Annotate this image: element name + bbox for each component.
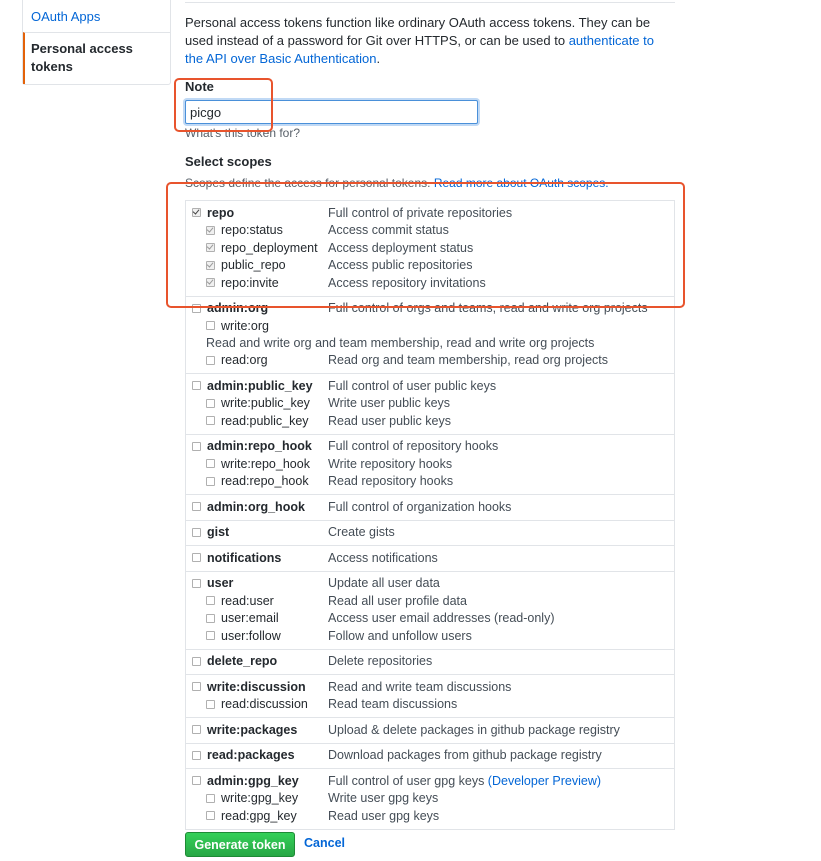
scope-description [328,474,453,488]
scope-name[interactable] [192,353,328,367]
scope-checkbox[interactable] [206,477,215,486]
scope-description [328,353,608,367]
scope-name[interactable] [192,611,328,625]
scope-label: read:repo_hook [221,474,309,489]
scope-group-write-discussion [186,674,674,717]
scope-checkbox[interactable] [206,614,215,623]
scope-description-text: Read and write team discussions [328,679,512,694]
scope-subrow [192,455,668,473]
scope-checkbox[interactable] [206,596,215,605]
scope-description-text: Write user gpg keys [328,791,439,806]
oauth-scopes-link[interactable]: Read more about OAuth scopes. [433,176,609,190]
scope-label: write:org [221,318,269,333]
scope-name[interactable] [192,474,328,488]
scope-description-text: Write repository hooks [328,456,453,471]
scope-row [192,721,668,739]
scope-label: repo [207,205,235,220]
scope-description-text: Read team discussions [328,697,458,712]
scope-name[interactable] [192,680,328,694]
scope-description-text: Full control of private repositories [328,205,513,220]
scope-row [192,377,668,395]
scope-name[interactable] [192,791,328,805]
scope-description-text: Read org and team membership, read org projects [328,353,609,368]
scope-description-text: Update all user data [328,576,440,591]
scope-label: admin:org [207,301,269,316]
scope-group-read-packages [186,743,674,769]
scope-description [328,723,620,737]
scope-name[interactable] [192,379,328,393]
scope-name[interactable] [192,809,328,823]
scope-description [328,791,438,805]
scope-description [328,654,432,668]
scope-label: read:packages [207,748,295,763]
scope-description-text: Read all user profile data [328,593,467,608]
scope-subrow [192,412,668,430]
scope-description-text: Delete repositories [328,654,433,669]
scope-name[interactable] [192,525,328,539]
scope-name[interactable] [192,697,328,711]
scope-label: repo:status [221,223,283,238]
scope-description [328,774,601,788]
scope-description [328,414,451,428]
scope-description [328,525,395,539]
scope-label: write:public_key [221,396,310,411]
scope-label: write:packages [207,722,298,737]
scope-checkbox[interactable] [192,751,201,760]
scope-label: public_repo [221,258,286,273]
scope-label: user:email [221,611,279,626]
intro-text [185,14,675,68]
scope-subrow [192,790,668,808]
scope-label: write:gpg_key [221,791,299,806]
scope-description-text: Full control of user gpg keys [328,773,488,788]
scope-label: delete_repo [207,654,278,669]
scope-description-text: Full control of repository hooks [328,439,499,454]
settings-sidebar [22,0,171,85]
cancel-link[interactable]: Cancel [304,836,345,850]
scope-label: admin:gpg_key [207,773,299,788]
generate-token-button[interactable]: Generate token [185,832,295,857]
select-scopes-heading: Select scopes [185,154,272,169]
divider [185,2,675,3]
scope-description-text: Follow and unfollow users [328,628,472,643]
scope-description-text: Read user gpg keys [328,808,440,823]
scope-description [328,439,498,453]
scope-checkbox[interactable] [192,528,201,537]
scope-name[interactable] [192,576,328,590]
scope-name[interactable] [192,594,328,608]
scope-label: notifications [207,550,282,565]
scope-name[interactable] [192,439,328,453]
scope-description-text: Full control of organization hooks [328,499,512,514]
scope-name[interactable] [192,629,328,643]
repo-scope-highlight-box [166,182,685,308]
scope-label: repo_deployment [221,240,318,255]
scope-description-text: Read repository hooks [328,474,454,489]
scope-name[interactable] [192,748,328,762]
scope-description-wrapped: Read and write org and team membership, read and write org projects [206,335,595,350]
scope-subrow [192,352,668,370]
scope-row [192,549,668,567]
scope-description-text: Access commit status [328,223,449,238]
scope-name[interactable] [192,774,328,788]
scope-label: read:public_key [221,413,309,428]
scope-group-notifications [186,545,674,571]
scope-name[interactable] [192,457,328,471]
scope-description [328,576,440,590]
scope-group-gist [186,520,674,546]
scope-subrow [192,473,668,491]
scope-group-admin-gpg-key [186,768,674,829]
scope-subrow [192,807,668,825]
note-highlight-box [174,78,273,132]
scope-checkbox[interactable] [192,381,201,390]
scope-label: write:repo_hook [221,456,310,471]
scope-name[interactable] [192,551,328,565]
scope-description-text: Create gists [328,525,395,540]
scope-description [328,500,511,514]
scope-group-user [186,571,674,649]
scope-name[interactable] [192,500,328,514]
scope-label: read:user [221,593,274,608]
note-label: Note [185,79,214,94]
scope-name[interactable] [192,396,328,410]
scope-description [328,396,450,410]
scope-checkbox[interactable] [192,776,201,785]
scope-row [192,438,668,456]
scope-row [192,678,668,696]
basic-auth-link[interactable]: authenticate to the API over Basic Authentication [185,33,654,66]
scope-checkbox[interactable] [206,700,215,709]
scope-group-write-packages [186,717,674,743]
scope-subrow [192,627,668,645]
scope-checkbox[interactable] [206,631,215,640]
scope-name[interactable] [192,319,328,333]
scope-description-text: Access repository invitations [328,275,486,290]
scope-label: user [207,576,234,591]
sidebar-item-oauth-apps[interactable]: OAuth Apps [31,9,101,24]
scope-subrow [192,395,668,413]
scope-name[interactable] [192,654,328,668]
scope-group-admin-org-hook [186,494,674,520]
scope-checkbox[interactable] [192,502,201,511]
scope-row [192,747,668,765]
scope-description-text: Upload & delete packages in github package registry [328,722,620,737]
scope-checkbox[interactable] [206,416,215,425]
scope-description [328,551,438,565]
scope-description [328,457,452,471]
scope-name[interactable] [192,414,328,428]
scope-group-admin-public-key [186,373,674,434]
intro-body: Personal access tokens function like ordinary OAuth access tokens. They can be used instead of a password for Git over HTTPS, or can be used to [185,15,651,48]
scope-subrow [192,317,668,335]
scope-label: write:discussion [207,679,306,694]
scope-checkbox[interactable] [206,356,215,365]
scope-group-admin-repo-hook [186,434,674,495]
scope-row [192,524,668,542]
scope-description [328,809,439,823]
scope-label: user:follow [221,628,281,643]
scope-checkbox[interactable] [192,657,201,666]
scope-checkbox[interactable] [206,459,215,468]
scope-description [328,594,467,608]
scope-label: gist [207,525,230,540]
scope-label: read:org [221,353,268,368]
scope-name[interactable] [192,723,328,737]
scope-checkbox[interactable] [192,682,201,691]
scope-description [328,697,457,711]
scope-description [328,611,554,625]
scope-label: read:gpg_key [221,808,297,823]
scope-description-text: Write user public keys [328,396,451,411]
scope-description-text: Full control of user public keys [328,378,497,393]
scope-subrow [192,610,668,628]
scope-description-text: Download packages from github package registry [328,748,602,763]
scope-subrow [192,696,668,714]
scope-label: admin:public_key [207,378,313,393]
scope-checkbox[interactable] [192,725,201,734]
scopes-description-text: Scopes define the access for personal tokens. [185,176,434,190]
scope-label: read:discussion [221,697,308,712]
scope-label: repo:invite [221,275,279,290]
scope-checkbox[interactable] [206,399,215,408]
scope-description-text: Access notifications [328,550,438,565]
scope-description-text: Read user public keys [328,413,451,428]
intro-end: . [376,51,381,66]
developer-preview-link[interactable]: (Developer Preview) [487,773,602,788]
scope-row [192,498,668,516]
scope-description-text: Access public repositories [328,258,473,273]
scope-row [192,772,668,790]
scope-checkbox[interactable] [192,579,201,588]
scope-label: admin:org_hook [207,499,305,514]
note-hint: What's this token for? [185,126,301,140]
scope-checkbox[interactable] [192,442,201,451]
scope-label: admin:repo_hook [207,439,312,454]
scope-description-text: Access deployment status [328,240,474,255]
scope-description-text: Access user email addresses (read-only) [328,611,555,626]
scope-checkbox[interactable] [192,553,201,562]
scope-subrow [192,592,668,610]
sidebar-item-personal-access-tokens[interactable]: Personal access tokens [23,32,170,84]
scope-checkbox[interactable] [206,321,215,330]
scope-description-text: Full control of orgs and teams, read and write org projects [328,301,648,316]
scope-description [328,680,511,694]
scope-description [328,379,496,393]
scope-checkbox[interactable] [206,794,215,803]
scope-group-delete-repo [186,649,674,675]
scope-row [192,653,668,671]
scope-description [328,629,472,643]
scope-description [328,748,602,762]
scope-row [192,575,668,593]
scope-checkbox[interactable] [206,811,215,820]
